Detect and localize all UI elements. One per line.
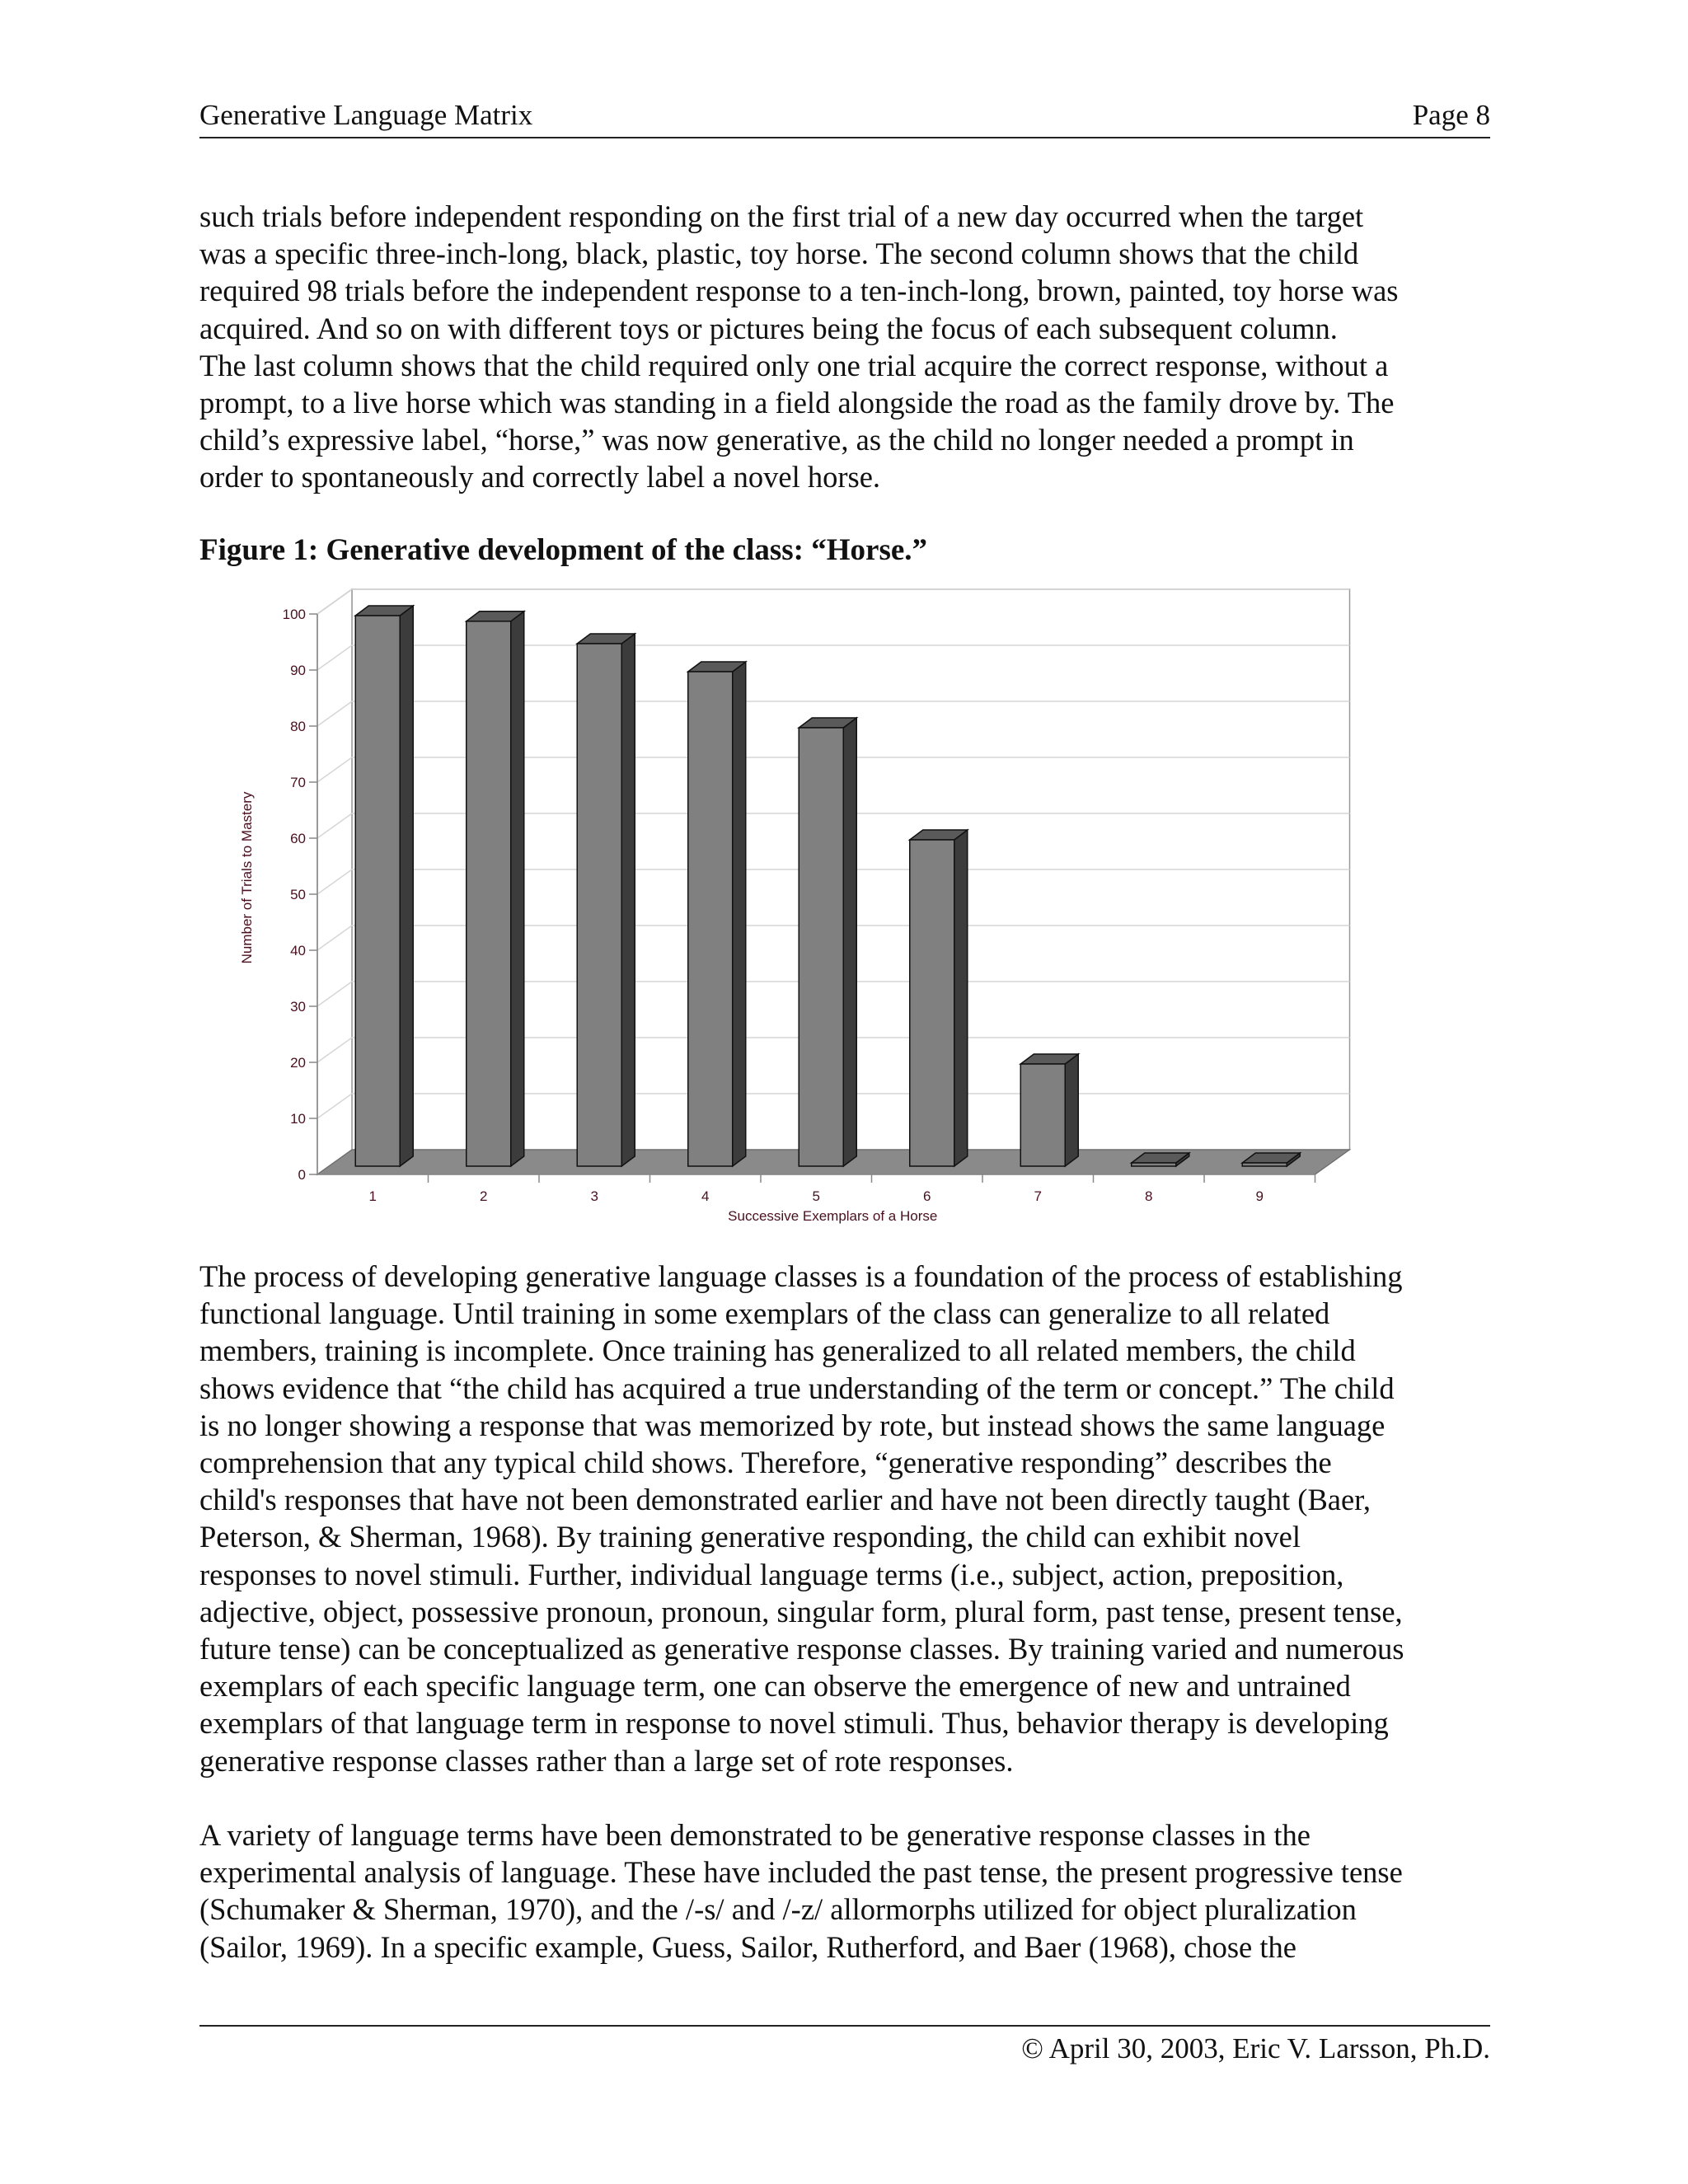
y-tick-label: 70 — [290, 775, 306, 790]
x-tick-label: 1 — [368, 1188, 377, 1204]
y-tick-label: 50 — [290, 887, 306, 902]
bar — [1020, 1064, 1065, 1166]
text-line: (Sailor, 1969). In a specific example, Guess, Sailor, Rutherford, and Baer (1968), chose the — [199, 1929, 1296, 1964]
bar — [910, 840, 954, 1166]
text-line: is no longer showing a response that was memorized by rote, but instead shows the same language — [199, 1408, 1386, 1442]
x-tick-label: 4 — [701, 1188, 710, 1204]
bar-side — [1065, 1054, 1078, 1166]
text-line: Peterson, & Sherman, 1968). By training generative responding, the child can exhibit novel — [199, 1520, 1301, 1554]
bar-side — [621, 634, 635, 1166]
bar — [1242, 1163, 1287, 1166]
text-line: The last column shows that the child required only one trial acquire the correct response, without a — [199, 348, 1389, 382]
chart-svg — [235, 581, 1356, 1240]
text-line: generative response classes rather than a large set of rote responses. — [199, 1743, 1014, 1778]
x-tick-label: 3 — [590, 1188, 598, 1204]
text-line: experimental analysis of language. These have included the past tense, the present progressive tense — [199, 1855, 1403, 1890]
y-tick-label: 0 — [298, 1167, 306, 1183]
text-line: (Schumaker & Sherman, 1970), and the /-s/ and /-z/ allormorphs utilized for object pluralization — [199, 1892, 1357, 1927]
text-line: future tense) can be conceptualized as generative response classes. By training varied and numerous — [199, 1632, 1404, 1666]
y-tick-label: 10 — [290, 1111, 306, 1127]
bar — [467, 621, 511, 1166]
y-tick-label: 60 — [290, 831, 306, 846]
text-line: child's responses that have not been demonstrated earlier and have not been directly taught (Baer, — [199, 1483, 1372, 1517]
page-footer: © April 30, 2003, Eric V. Larsson, Ph.D. — [1021, 2032, 1490, 2064]
text-line: such trials before independent responding on the first trial of a new day occurred when the target — [199, 199, 1364, 233]
y-tick-label: 100 — [282, 607, 306, 622]
text-line: functional language. Until training in some exemplars of the class can generalize to all related — [199, 1296, 1330, 1331]
text-line: exemplars of that language term in response to novel stimuli. Thus, behavior therapy is developing — [199, 1706, 1389, 1741]
figure-caption: Figure 1: Generative development of the class: “Horse.” — [199, 533, 928, 567]
y-tick-label: 80 — [290, 719, 306, 734]
x-tick-label: 6 — [923, 1188, 931, 1204]
paragraph-3 — [199, 1816, 1490, 1966]
bar — [1132, 1163, 1176, 1166]
y-tick-label: 90 — [290, 663, 306, 678]
x-tick-label: 7 — [1034, 1188, 1042, 1204]
bar-side — [511, 612, 524, 1166]
footer-divider — [199, 2025, 1490, 2027]
x-tick-label: 2 — [480, 1188, 488, 1204]
bar-side — [733, 662, 746, 1166]
y-tick-label: 40 — [290, 943, 306, 958]
bar-side — [954, 830, 968, 1166]
paragraph-2 — [199, 1258, 1490, 1779]
text-line: prompt, to a live horse which was standing in a field alongside the road as the family drove by. The — [199, 386, 1395, 420]
bar — [577, 644, 621, 1166]
text-line: exemplars of each specific language term, one can observe the emergence of new and untrained — [199, 1669, 1351, 1704]
x-tick-label: 9 — [1255, 1188, 1264, 1204]
y-tick-label: 20 — [290, 1055, 306, 1071]
bar — [688, 672, 733, 1166]
bar — [799, 728, 843, 1166]
text-line: The process of developing generative language classes is a foundation of the process of establishing — [199, 1259, 1403, 1293]
bar-side — [843, 718, 856, 1166]
paragraph-1 — [199, 198, 1490, 496]
x-tick-label: 8 — [1145, 1188, 1153, 1204]
bar-side — [400, 606, 413, 1166]
text-line: was a specific three-inch-long, black, plastic, toy horse. The second column shows that the child — [199, 237, 1359, 271]
text-line: adjective, object, possessive pronoun, pronoun, singular form, plural form, past tense, present tense, — [199, 1594, 1403, 1629]
bar-chart — [235, 581, 1356, 1240]
bar — [355, 616, 400, 1166]
header-title: Generative Language Matrix — [199, 99, 533, 131]
text-line: acquired. And so on with different toys or pictures being the focus of each subsequent column. — [199, 311, 1338, 345]
page-header — [199, 97, 1490, 138]
y-tick-label: 30 — [290, 999, 306, 1015]
x-tick-label: 5 — [812, 1188, 820, 1204]
y-axis-title: Number of Trials to Mastery — [239, 791, 255, 964]
text-line: A variety of language terms have been demonstrated to be generative response classes in the — [199, 1818, 1311, 1852]
text-line: members, training is incomplete. Once training has generalized to all related members, the child — [199, 1333, 1356, 1368]
text-line: shows evidence that “the child has acquired a true understanding of the term or concept.” The child — [199, 1371, 1395, 1405]
header-page-number: Page 8 — [1412, 99, 1490, 131]
text-line: comprehension that any typical child shows. Therefore, “generative responding” describes the — [199, 1446, 1332, 1480]
text-line: responses to novel stimuli. Further, individual language terms (i.e., subject, action, preposition, — [199, 1557, 1344, 1591]
text-line: required 98 trials before the independent response to a ten-inch-long, brown, painted, toy horse was — [199, 274, 1399, 308]
text-line: order to spontaneously and correctly label a novel horse. — [199, 460, 881, 494]
x-axis-title: Successive Exemplars of a Horse — [728, 1208, 938, 1224]
text-line: child’s expressive label, “horse,” was now generative, as the child no longer needed a prompt in — [199, 423, 1354, 457]
